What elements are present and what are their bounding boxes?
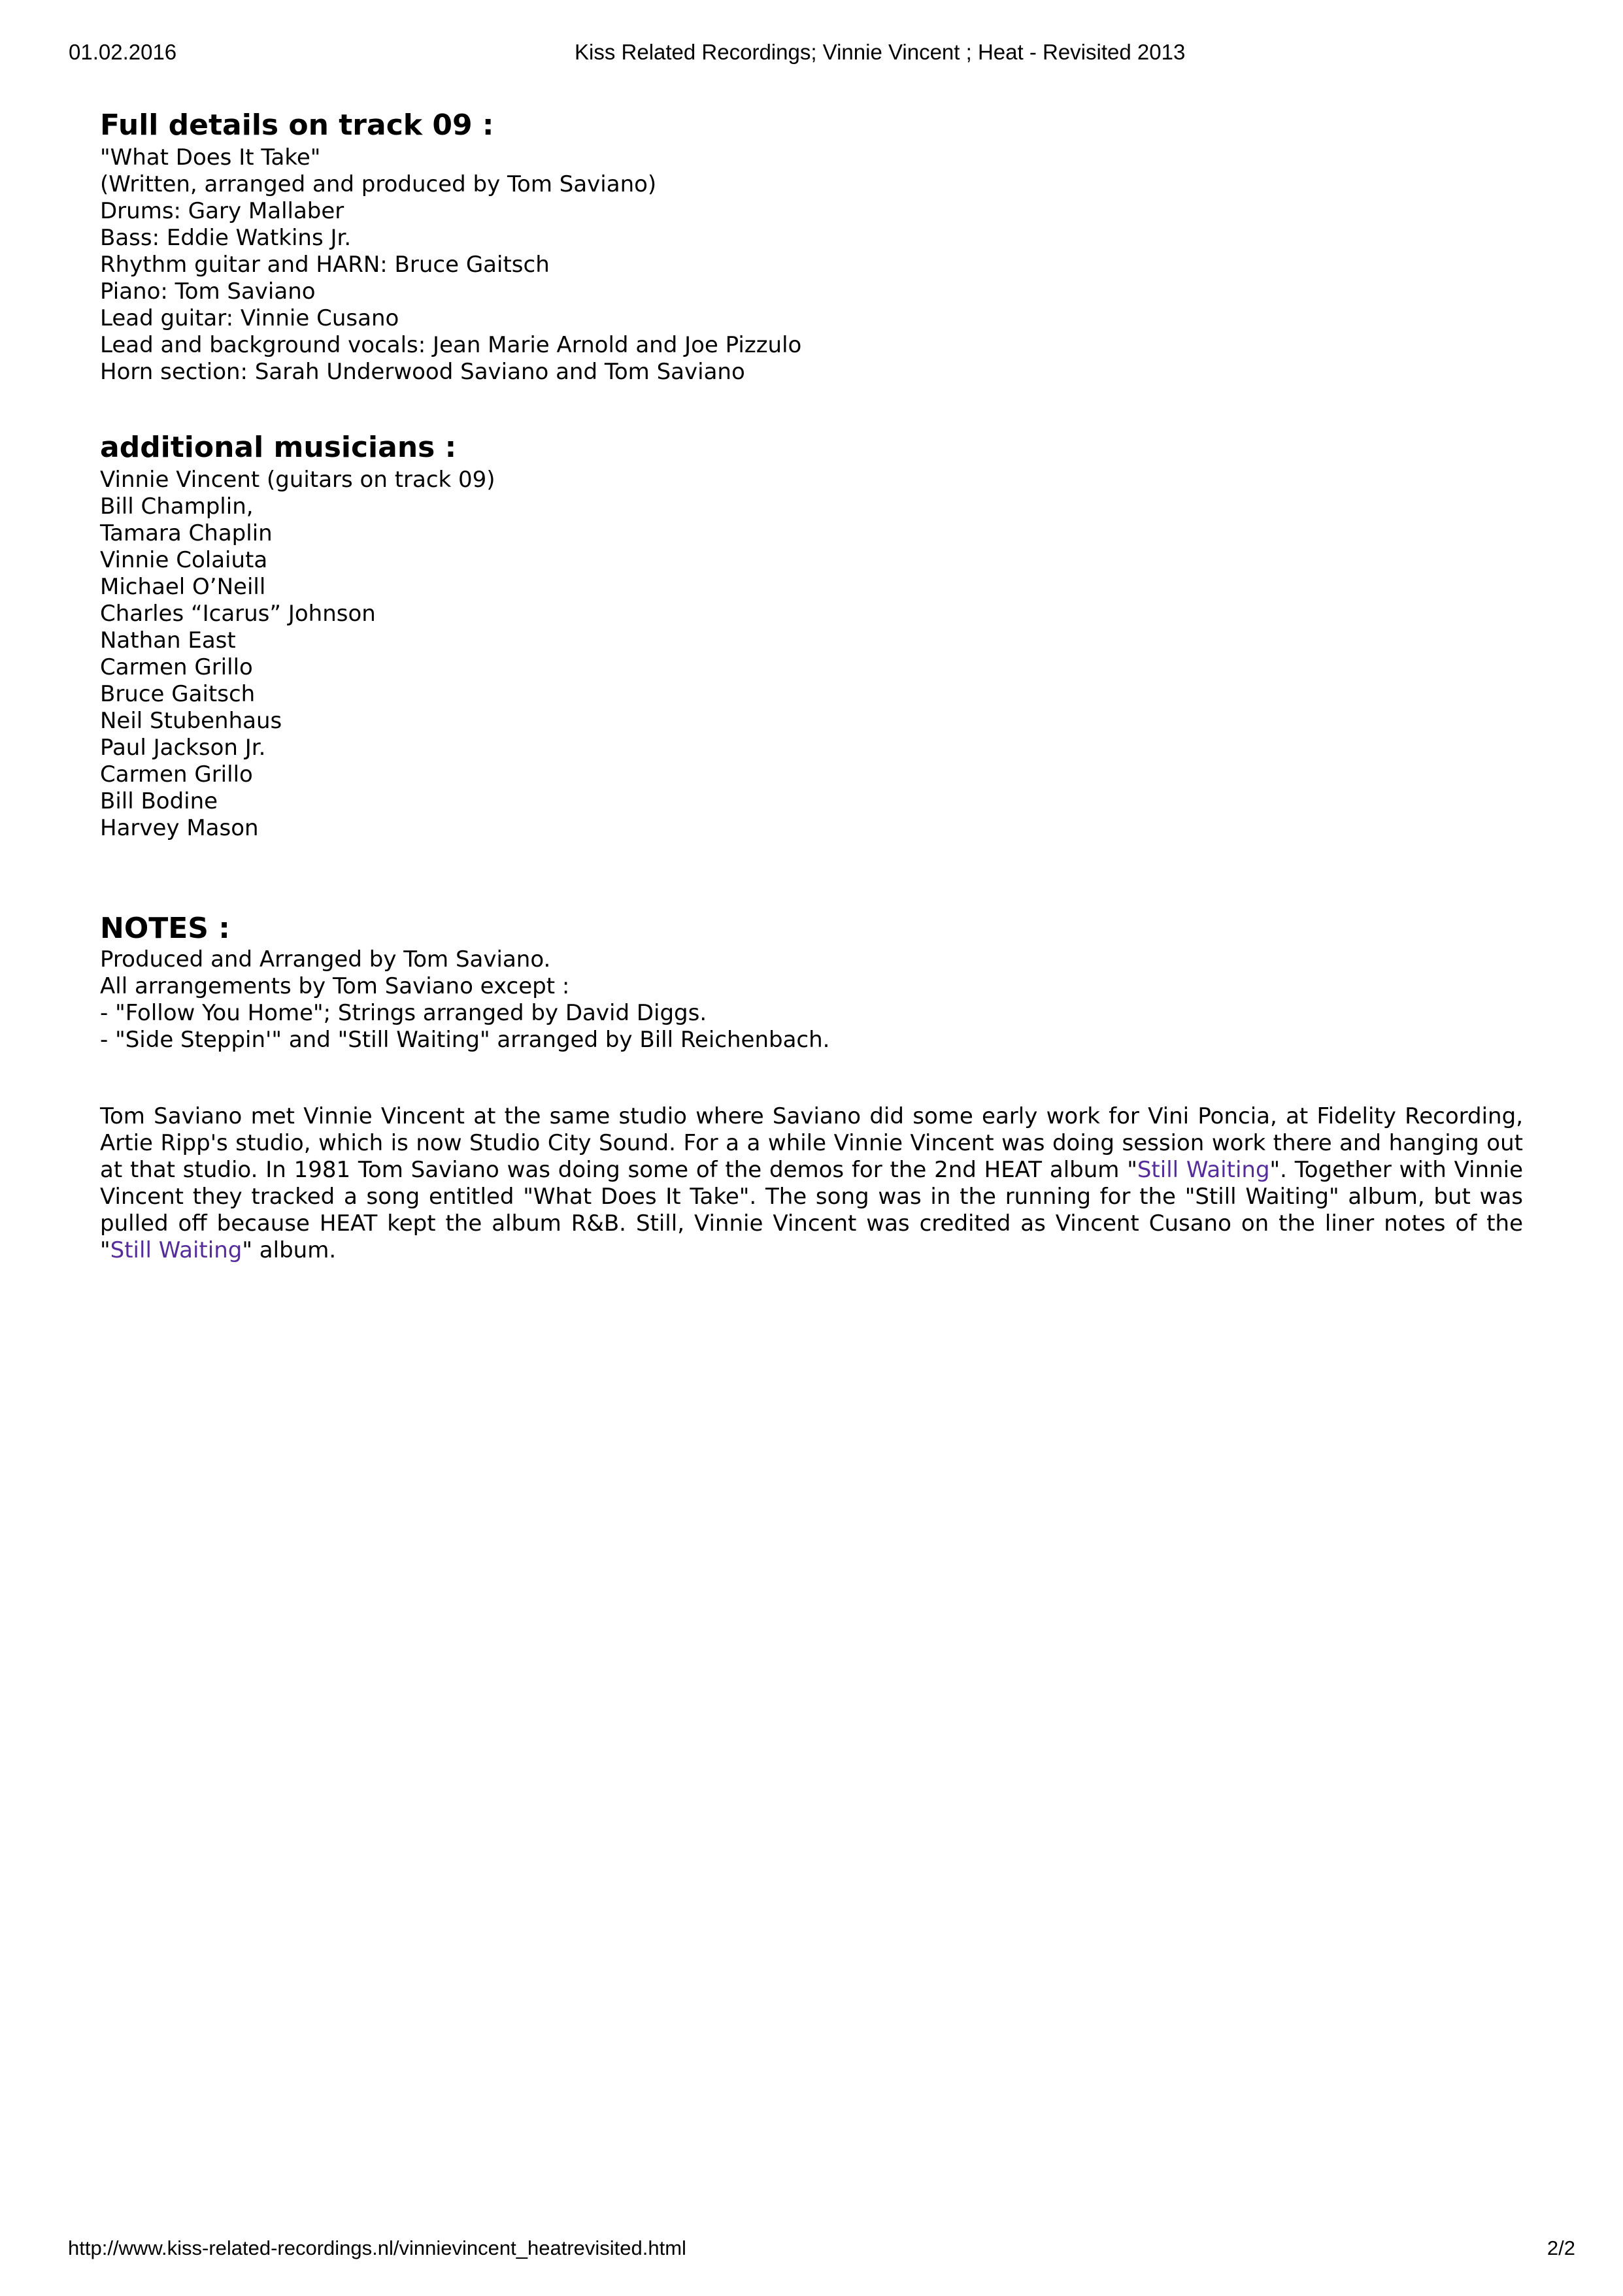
- text-line: Bill Bodine: [100, 788, 218, 814]
- notes-heading: NOTES :: [100, 912, 230, 945]
- text-line: Horn section: Sarah Underwood Saviano and Tom Saviano: [100, 359, 745, 385]
- still-waiting-link[interactable]: Still Waiting: [1137, 1157, 1270, 1183]
- story-text: ". Together with Vinnie Vincent they tracked a song entitled "What Does It Take". The song was in the running for the "Still Waiting" album, but was pulled off because HEAT kept the album R&B. Still, Vinnie Vincent was credited as Vincent Cusano on the liner notes of the ": [100, 1157, 1523, 1263]
- text-line: Vinnie Vincent (guitars on track 09): [100, 467, 495, 493]
- text-line: Harvey Mason: [100, 815, 259, 841]
- additional-musicians-lines: [100, 467, 1523, 842]
- text-line: Piano: Tom Saviano: [100, 278, 316, 305]
- track-details-heading: Full details on track 09 :: [100, 108, 494, 142]
- header-date: 01.02.2016: [69, 40, 177, 64]
- story-paragraph: [100, 1103, 1523, 1264]
- text-line: Drums: Gary Mallaber: [100, 198, 344, 224]
- text-line: Charles “Icarus” Johnson: [100, 601, 376, 627]
- text-line: Produced and Arranged by Tom Saviano.: [100, 946, 551, 973]
- text-line: Bill Champlin,: [100, 493, 254, 520]
- still-waiting-link[interactable]: Still Waiting: [110, 1237, 243, 1263]
- text-line: "What Does It Take": [100, 144, 321, 171]
- text-line: Paul Jackson Jr.: [100, 735, 266, 761]
- text-line: Vinnie Colaiuta: [100, 547, 268, 573]
- text-line: Nathan East: [100, 627, 236, 654]
- text-line: Michael O’Neill: [100, 574, 266, 600]
- story-text: Tom Saviano met Vinnie Vincent at the same studio where Saviano did some early work for Vini Poncia, at Fidelity Recording, Artie Ripp's studio, which is now Studio City Sound. For a a while Vinnie Vincent was doing session work there and hanging out at that studio. In 1981 Tom Saviano was doing some of the demos for the 2nd HEAT album ": [100, 1103, 1523, 1183]
- header-title: Kiss Related Recordings; Vinnie Vincent ; Heat - Revisited 2013: [575, 40, 1186, 64]
- text-line: (Written, arranged and produced by Tom Saviano): [100, 171, 657, 197]
- text-line: Lead and background vocals: Jean Marie Arnold and Joe Pizzulo: [100, 332, 802, 358]
- text-line: Carmen Grillo: [100, 654, 253, 680]
- text-line: - "Follow You Home"; Strings arranged by David Diggs.: [100, 1000, 707, 1026]
- text-line: Bruce Gaitsch: [100, 681, 256, 707]
- text-line: Tamara Chaplin: [100, 520, 273, 546]
- track-details-lines: [100, 144, 1523, 386]
- article-content: [100, 110, 1523, 1264]
- story-text: " album.: [242, 1237, 337, 1263]
- text-line: - "Side Steppin'" and "Still Waiting" arranged by Bill Reichenbach.: [100, 1027, 830, 1053]
- text-line: All arrangements by Tom Saviano except :: [100, 973, 570, 999]
- text-line: Neil Stubenhaus: [100, 708, 282, 734]
- notes-lines: [100, 946, 1523, 1054]
- footer-url: http://www.kiss-related-recordings.nl/vinnievincent_heatrevisited.html: [68, 2237, 686, 2259]
- text-line: Bass: Eddie Watkins Jr.: [100, 225, 352, 251]
- text-line: Rhythm guitar and HARN: Bruce Gaitsch: [100, 252, 550, 278]
- text-line: Lead guitar: Vinnie Cusano: [100, 305, 399, 331]
- footer-page-number: 2/2: [1547, 2237, 1575, 2259]
- additional-musicians-heading: additional musicians :: [100, 431, 457, 464]
- text-line: Carmen Grillo: [100, 761, 253, 788]
